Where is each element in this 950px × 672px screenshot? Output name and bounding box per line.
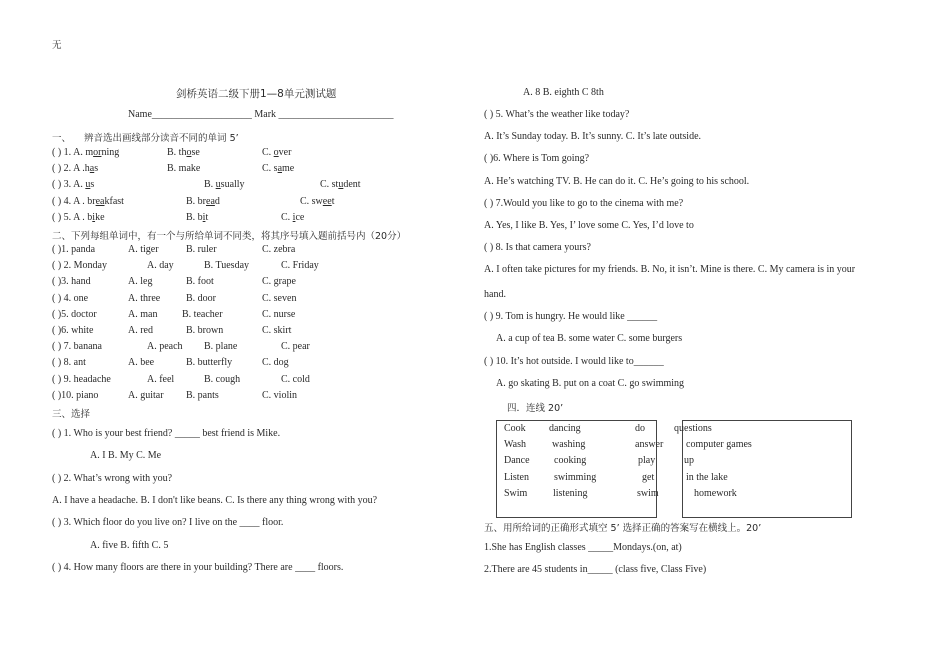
underlined-letters: ee — [322, 195, 332, 207]
option-b: B. brown — [186, 325, 224, 336]
option-c: C. nurse — [262, 308, 296, 320]
option-c — [281, 212, 304, 223]
match-col4-item: computer games — [686, 439, 752, 451]
option-c: C. Friday — [281, 260, 319, 272]
question-3-8-options: A. I often take pictures for my friends. B. No, it isn’t. Mine is there. C. My camera is in your — [484, 264, 856, 275]
option-c: C. zebra — [262, 244, 296, 255]
question-5-2: 2.There are 45 students in_____ (class five, Class Five) — [484, 564, 707, 575]
underlined-letters: o — [186, 147, 192, 158]
underlined-letters: or — [93, 147, 102, 158]
question-3-3: ( ) 3. Which floor do you live on? I live on the ____ floor. — [52, 517, 284, 528]
option-b — [204, 179, 245, 190]
option-a: A. man — [128, 308, 158, 320]
match-col4-item: up — [684, 455, 694, 467]
name-mark-line: Name____________________ Mark _______________________ — [128, 109, 394, 120]
match-col1-item: Listen — [504, 471, 529, 483]
word-part: t — [331, 195, 335, 207]
option-c — [262, 147, 291, 158]
option-b — [186, 212, 208, 223]
match-col1-item: Swim — [504, 487, 528, 499]
matching-box-left — [496, 420, 657, 518]
option-c: C. dog — [262, 357, 289, 369]
underlined-letters: ea — [206, 195, 215, 207]
word-part: ( ) 1. A. m — [52, 147, 94, 158]
word-part: C. — [262, 147, 274, 158]
underlined-letters: u — [215, 179, 221, 191]
question-stem: ( ) 2. Monday — [52, 260, 107, 272]
option-c: C. violin — [262, 389, 298, 401]
option-b — [167, 163, 200, 174]
option-c: C. cold — [281, 373, 310, 385]
option-c: C. grape — [262, 276, 296, 288]
word-part: B. th — [167, 147, 187, 158]
question-3-7-options: A. Yes, I like B. Yes, I’ love some C. Yes, I’d love to — [484, 220, 694, 231]
word-part: C. sw — [300, 195, 323, 207]
section1-heading — [52, 130, 239, 144]
match-col2-item: washing — [552, 439, 586, 451]
underlined-letters: i — [202, 211, 206, 223]
question-3-9: ( ) 9. Tom is hungry. He would like ______ — [484, 311, 658, 322]
corner-mark: 无 — [52, 40, 62, 51]
question-stem: ( ) 4. one — [52, 292, 89, 304]
underlined-letters: u — [338, 179, 344, 191]
option-a — [52, 163, 98, 174]
option-b: B. foot — [186, 276, 214, 288]
word-part: s — [90, 179, 95, 191]
section1-number: 一、 — [52, 133, 72, 144]
option-a: A. feel — [147, 373, 175, 385]
question-stem: ( )6. white — [52, 325, 94, 336]
option-a: A. leg — [128, 276, 153, 288]
match-col2-item: listening — [553, 487, 588, 499]
option-a: A. red — [128, 325, 153, 336]
match-col3-item: do — [635, 423, 645, 434]
section3-heading: 三、选择 — [52, 409, 91, 420]
question-5-1: 1.She has English classes _____Mondays.(on, at) — [484, 542, 682, 553]
word-part: se — [191, 147, 200, 158]
option-b: B. pants — [186, 389, 219, 401]
underlined-letters: u — [85, 179, 91, 191]
page-title: 剑桥英语二级下册1—8单元测试题 — [176, 88, 337, 100]
match-col4-item: in the lake — [686, 471, 728, 483]
option-c: C. seven — [262, 292, 297, 304]
option-b — [186, 196, 220, 207]
match-col4-item: homework — [694, 487, 737, 499]
option-a: A. day — [147, 260, 174, 272]
word-part: kfast — [104, 195, 124, 207]
question-stem: ( ) 9. headache — [52, 373, 111, 385]
option-c: C. pear — [281, 341, 310, 353]
word-part: ce — [295, 211, 305, 223]
option-c: C. skirt — [262, 325, 292, 336]
question-3-9-options: A. a cup of tea B. some water C. some burgers — [496, 333, 683, 344]
matching-box-right — [682, 420, 852, 518]
word-part: ( ) 4. A . br — [52, 195, 96, 207]
word-part: ( ) 5. A . b — [52, 211, 93, 223]
option-a — [52, 147, 119, 158]
match-col3-item: get — [642, 471, 655, 483]
word-part: C. s — [262, 163, 278, 175]
question-3-2-options: A. I have a headache. B. I don't like beans. C. Is there any thing wrong with you? — [52, 495, 378, 506]
option-b: B. Tuesday — [204, 260, 250, 272]
question-3-5-options: A. It’s Sunday today. B. It’s sunny. C. It’s late outside. — [484, 131, 702, 142]
section4-heading: 四．连线 20’ — [507, 403, 564, 414]
option-a: A. bee — [128, 357, 155, 369]
question-3-6: ( )6. Where is Tom going? — [484, 153, 590, 164]
option-b: B. ruler — [186, 244, 217, 255]
question-3-8-options-cont: hand. — [484, 289, 506, 300]
match-col1-item: Cook — [504, 423, 526, 434]
match-col2-item: dancing — [549, 423, 581, 434]
underlined-letters: ea — [95, 195, 105, 207]
question-stem: ( )10. piano — [52, 389, 99, 401]
underlined-letters: o — [273, 147, 279, 158]
question-stem: ( )3. hand — [52, 276, 91, 288]
question-stem: ( ) 8. ant — [52, 357, 86, 369]
match-col1-item: Dance — [504, 455, 530, 467]
word-part: B. — [204, 179, 216, 191]
match-col3-item: answer — [635, 439, 664, 451]
word-part: ke — [95, 211, 105, 223]
underlined-letters: a — [277, 163, 283, 175]
word-part: ning — [101, 147, 120, 158]
word-part: ( ) 3. A. — [52, 179, 86, 191]
option-b: B. butterfly — [186, 357, 233, 369]
option-a: A. tiger — [128, 244, 159, 255]
word-part: ( ) 2. A .h — [52, 163, 90, 175]
question-3-4-options: A. 8 B. eighth C 8th — [523, 87, 604, 98]
option-b: B. teacher — [182, 308, 223, 320]
option-b: B. cough — [204, 373, 241, 385]
word-part: dent — [343, 179, 361, 191]
underlined-letters: i — [292, 211, 296, 223]
question-3-5: ( ) 5. What’s the weather like today? — [484, 109, 630, 120]
question-3-10: ( ) 10. It’s hot outside. I would like to______ — [484, 356, 664, 367]
word-part: B. make — [167, 163, 201, 175]
word-part: B. b — [186, 211, 203, 223]
match-col2-item: swimming — [554, 471, 597, 483]
option-c — [262, 163, 294, 174]
word-part: B. br — [186, 195, 206, 207]
underlined-letters: a — [89, 163, 95, 175]
section1-title: 辨音选出画线部分读音不同的单词 5’ — [84, 133, 239, 144]
word-part: t — [205, 211, 209, 223]
word-part: me — [282, 163, 295, 175]
option-a — [52, 196, 124, 207]
word-part: d — [214, 195, 220, 207]
option-a: A. peach — [147, 341, 183, 353]
option-a: A. guitar — [128, 389, 164, 401]
underlined-letters: i — [92, 211, 96, 223]
question-3-2: ( ) 2. What’s wrong with you? — [52, 473, 173, 484]
question-3-3-options: A. five B. fifth C. 5 — [90, 540, 169, 551]
option-a — [52, 212, 105, 223]
match-col2-item: cooking — [554, 455, 587, 467]
question-3-8: ( ) 8. Is that camera yours? — [484, 242, 591, 253]
match-col4-item: questions — [674, 423, 712, 434]
question-stem: ( )1. panda — [52, 244, 96, 255]
word-part: ver — [278, 147, 292, 158]
word-part: C. st — [320, 179, 339, 191]
question-3-1: ( ) 1. Who is your best friend? _____ best friend is Mike. — [52, 428, 281, 439]
match-col3-item: swim — [637, 487, 659, 499]
option-c — [320, 179, 361, 190]
question-3-4: ( ) 4. How many floors are there in your building? There are ____ floors. — [52, 562, 344, 573]
option-a — [52, 179, 94, 190]
word-part: sually — [220, 179, 245, 191]
match-col1-item: Wash — [504, 439, 526, 451]
question-3-10-options: A. go skating B. put on a coat C. go swimming — [496, 378, 685, 389]
question-3-6-options: A. He’s watching TV. B. He can do it. C. He’s going to his school. — [484, 176, 750, 187]
section5-heading: 五、用所给词的正确形式填空 5’ 选择正确的答案写在横线上。20’ — [484, 523, 762, 534]
question-stem: ( )5. doctor — [52, 308, 97, 320]
option-b: B. plane — [204, 341, 238, 353]
option-b — [167, 147, 200, 158]
option-a: A. three — [128, 292, 161, 304]
option-c — [300, 196, 334, 207]
option-b: B. door — [186, 292, 216, 304]
word-part: s — [94, 163, 99, 175]
word-part: C. — [281, 211, 293, 223]
question-stem: ( ) 7. banana — [52, 341, 102, 353]
match-col3-item: play — [638, 455, 656, 467]
section2-heading: 二、下列每组单词中，有一个与所给单词不同类，将其序号填入题前括号内（20分） — [52, 231, 407, 242]
question-3-7: ( ) 7.Would you like to go to the cinema with me? — [484, 198, 684, 209]
question-3-1-options: A. I B. My C. Me — [90, 450, 162, 461]
